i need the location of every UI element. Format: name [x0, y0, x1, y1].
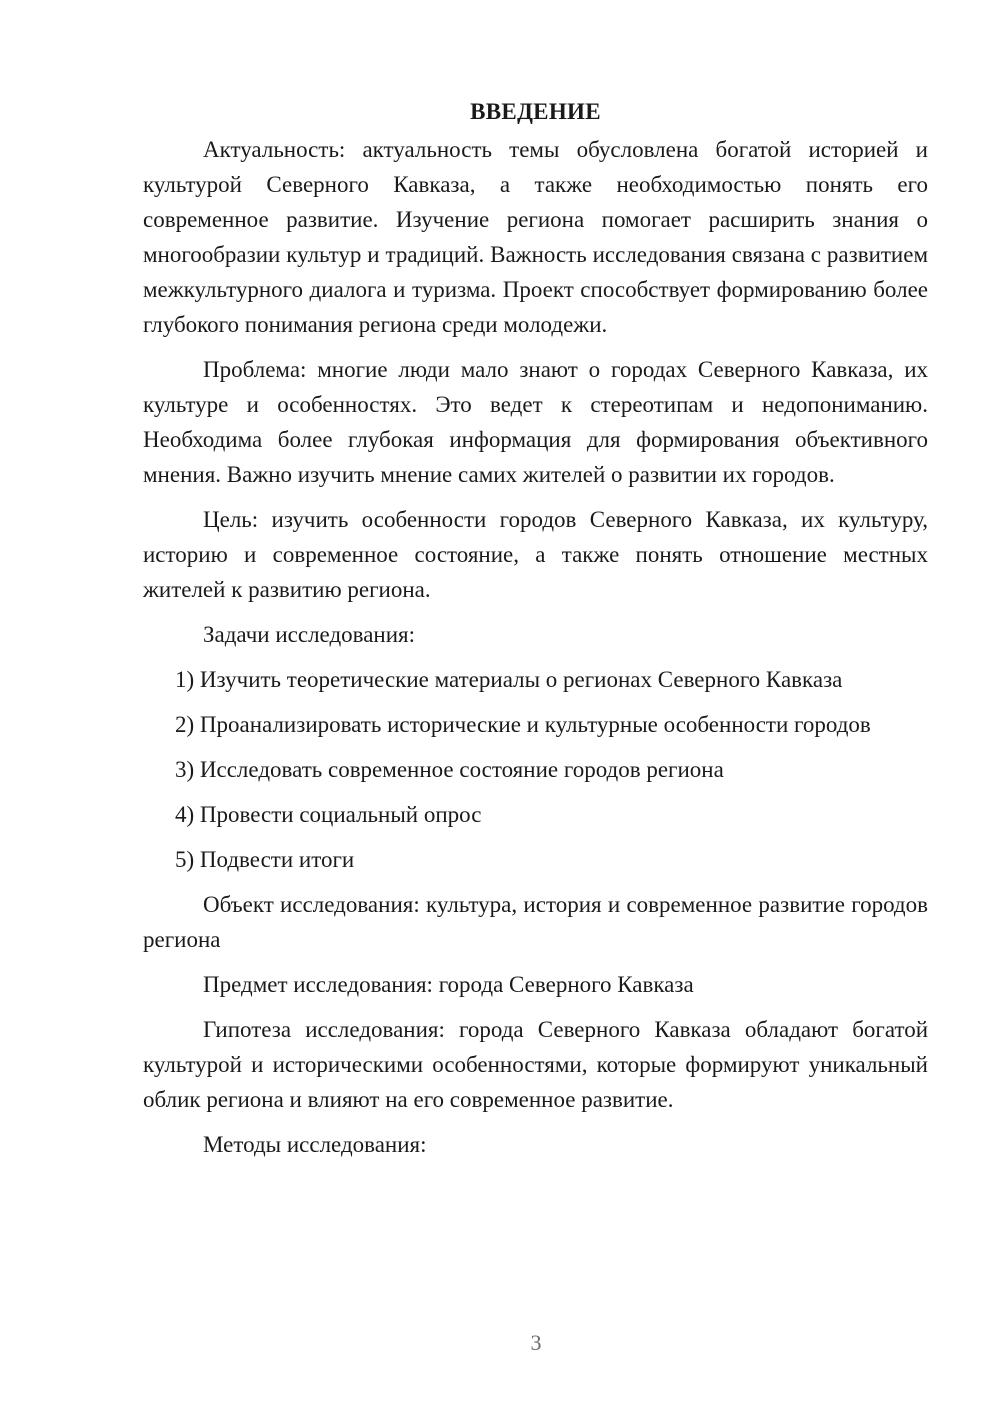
page-number: 3 — [530, 1330, 542, 1355]
methods-heading: Методы исследования: — [203, 1132, 427, 1157]
subject-paragraph: Предмет исследования: города Северного Кавказа — [203, 972, 694, 997]
task-item: 5) Подвести итоги — [175, 847, 355, 872]
problem-paragraph: Проблема: многие люди мало знают о городах Северного Кавказа, их культуре и особенностях. Это ведет к стереотипам и недопониманию. Необходима более глубокая информация для формирования объективного мнения. Важно изучить мнение самих жителей о развитии их городов. — [143, 357, 928, 487]
page-content — [143, 92, 928, 1172]
task-item: 3) Исследовать современное состояние городов региона — [175, 757, 724, 782]
task-item: 2) Проанализировать исторические и культурные особенности городов — [175, 712, 871, 737]
hypothesis-paragraph: Гипотеза исследования: города Северного Кавказа обладают богатой культурой и историческими особенностями, которые формируют уникальный облик региона и влияют на его современное развитие. — [143, 1017, 928, 1112]
tasks-heading: Задачи исследования: — [203, 622, 416, 647]
task-item: 4) Провести социальный опрос — [175, 802, 482, 827]
task-item: 1) Изучить теоретические материалы о регионах Северного Кавказа — [175, 667, 843, 692]
relevance-paragraph: Актуальность: актуальность темы обусловлена богатой историей и культурой Северного Кавказа, а также необходимостью понять его современное развитие. Изучение региона помогает расширить знания о многообразии культур и традиций. Важность исследования связана с развитием межкультурного диалога и туризма. Проект способствует формированию более глубокого понимания региона среди молодежи. — [143, 137, 928, 337]
object-paragraph: Объект исследования: культура, история и современное развитие городов региона — [143, 892, 928, 952]
goal-paragraph: Цель: изучить особенности городов Северного Кавказа, их культуру, историю и современное состояние, а также понять отношение местных жителей к развитию региона. — [143, 507, 928, 602]
section-title: ВВЕДЕНИЕ — [470, 99, 601, 124]
